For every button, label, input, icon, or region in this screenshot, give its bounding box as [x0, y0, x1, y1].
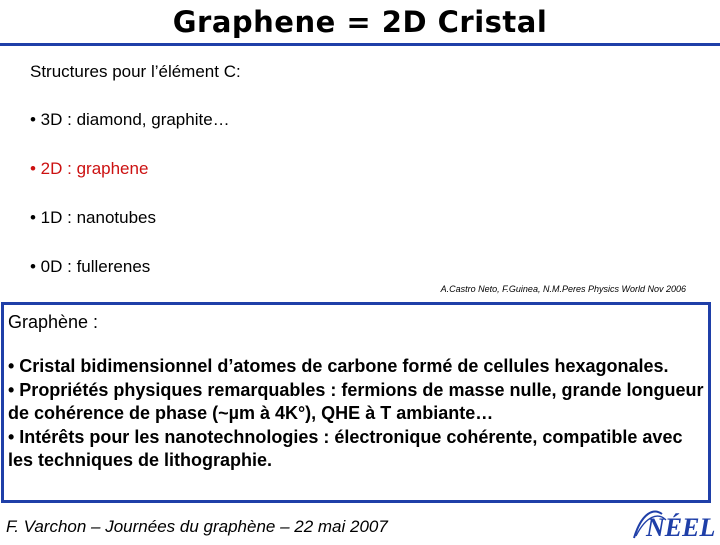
box-heading: Graphène :	[8, 312, 99, 332]
footer-text: F. Varchon – Journées du graphène – 22 mai 2007	[6, 517, 388, 536]
box-point: • Cristal bidimensionnel d’atomes de carbone formé de cellules hexagonales.	[8, 356, 669, 376]
box-point: • Intérêts pour les nanotechnologies : électronique cohérente, compatible avec les techniques de lithographie.	[8, 426, 683, 470]
logo-text: NÉEL	[646, 513, 716, 540]
list-item: • 2D : graphene	[30, 159, 149, 178]
slide-title: Graphene = 2D Cristal	[172, 5, 548, 39]
structure-list	[30, 109, 230, 305]
intro-text: Structures pour l’élément C:	[30, 62, 241, 81]
list-item: • 1D : nanotubes	[30, 208, 156, 227]
neel-logo-icon	[632, 506, 718, 545]
graphene-info-box	[1, 302, 711, 503]
list-item: • 0D : fullerenes	[30, 257, 151, 276]
citation: A.Castro Neto, F.Guinea, N.M.Peres Physics World Nov 2006	[440, 284, 686, 294]
title-divider	[0, 43, 720, 46]
box-point: • Propriétés physiques remarquables : fermions de masse nulle, grande longueur de cohérence de phase (~µm à 4K°), QHE à T ambiante…	[8, 379, 704, 423]
box-body	[8, 355, 708, 473]
list-item: • 3D : diamond, graphite…	[30, 110, 230, 129]
